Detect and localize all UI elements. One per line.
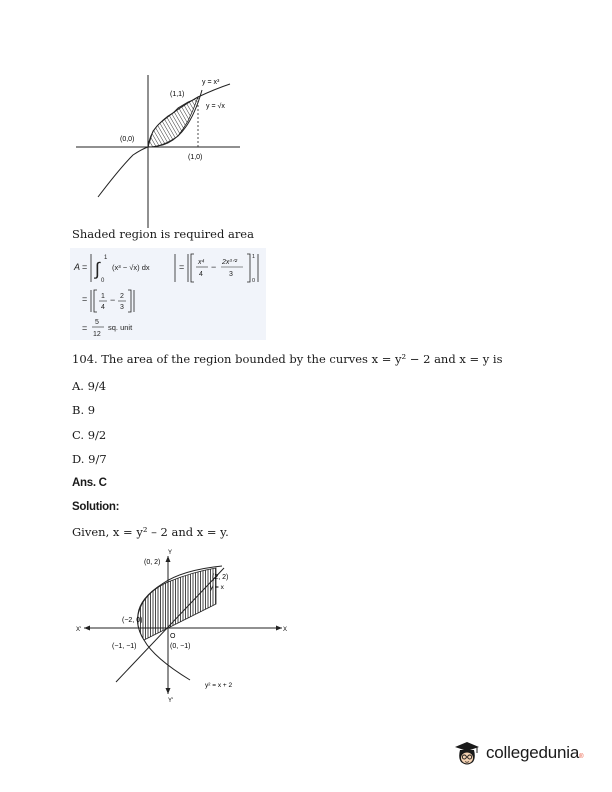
label-pt-02: (0, 2): [144, 559, 161, 566]
math-result-den: 12: [93, 331, 101, 338]
math-formula: [70, 248, 266, 340]
graduate-mascot-icon: [452, 738, 482, 768]
math-unit: sq. unit: [108, 323, 133, 332]
option-c: C. 9/2: [72, 428, 107, 442]
label-pt-22: (2, 2): [212, 574, 229, 581]
label-x-axis: X: [283, 627, 288, 633]
question-text: 104. The area of the region bounded by the curves x = y² − 2 and x = y is: [72, 352, 503, 366]
math-bound-upper: 1: [252, 254, 256, 260]
label-y-sqrt: y = √x: [206, 103, 225, 110]
label-x-neg: X': [76, 627, 82, 633]
math-eq-4: =: [82, 323, 88, 333]
math-frac1-den: 4: [199, 271, 203, 278]
option-b: B. 9: [72, 403, 96, 417]
math-result-num: 5: [95, 319, 99, 326]
math-frac2-num: 2x³ᐟ²: [222, 259, 238, 266]
label-pt-0m1: (0, −1): [170, 643, 191, 650]
math-step2-frac1-num: 1: [101, 293, 105, 300]
label-curve: y² = x + 2: [205, 682, 233, 689]
math-eq-1: =: [82, 262, 88, 272]
solution-label: Solution:: [72, 501, 120, 513]
math-frac1-num: x⁴: [198, 259, 205, 266]
math-frac2-den: 3: [229, 271, 233, 278]
math-solution-box: [70, 248, 266, 340]
math-step2-frac1-den: 4: [101, 304, 105, 311]
label-point-10: (1,0): [188, 154, 203, 161]
brand-registered-mark: ®: [579, 754, 584, 760]
label-origin: (0,0): [120, 136, 135, 143]
brand-name: collegedunia: [486, 743, 580, 762]
label-line: y = x: [210, 584, 224, 591]
shaded-region: [138, 568, 217, 640]
option-a: A. 9/4: [72, 379, 107, 393]
math-lower: 0: [101, 278, 105, 284]
math-step2-frac2-den: 3: [120, 304, 124, 311]
math-eq-2: =: [179, 262, 185, 272]
math-upper: 1: [104, 255, 108, 261]
math-A: A: [74, 262, 81, 272]
math-eq-3: =: [82, 294, 88, 304]
shaded-region-caption: Shaded region is required area: [72, 227, 254, 241]
integral-sign: ∫: [95, 259, 100, 279]
math-bound-lower: 0: [252, 278, 256, 284]
graph-area-under-curves: [70, 70, 250, 230]
given-text: Given, x = y² – 2 and x = y.: [72, 525, 229, 539]
label-y-neg: Y': [168, 698, 174, 704]
answer-label: Ans. C: [72, 477, 107, 489]
label-pt-m20: (−2, 0): [122, 617, 143, 624]
label-y-axis: Y: [168, 550, 173, 556]
label-point-11: (1,1): [170, 91, 185, 98]
math-integrand: (x³ − √x) dx: [112, 263, 150, 272]
graph-parabola-line: [72, 546, 297, 706]
label-pt-m1m1: (−1, −1): [112, 643, 137, 650]
label-y-x3: y = x³: [202, 79, 220, 86]
brand-footer: [452, 736, 584, 770]
option-d: D. 9/7: [72, 452, 107, 466]
label-origin: O: [170, 633, 176, 640]
math-minus-1: −: [211, 262, 217, 272]
math-step2-frac2-num: 2: [120, 293, 124, 300]
math-minus-2: −: [110, 295, 116, 305]
